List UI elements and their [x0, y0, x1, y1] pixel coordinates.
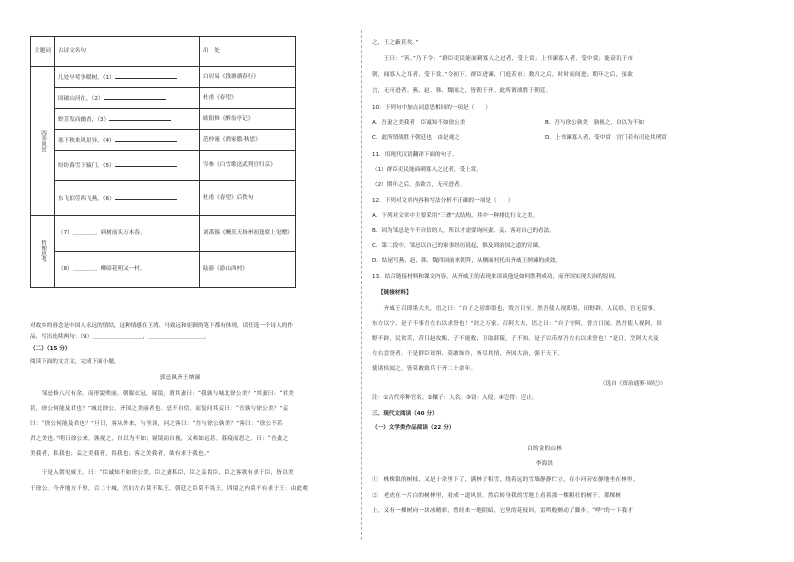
poem-line: （8）＿＿＿＿，柳暗花明又一村。 — [55, 252, 200, 288]
answer-blank[interactable] — [115, 194, 177, 200]
poem-line: 塞下秋来风景异，（4） — [55, 130, 200, 151]
link-material-source: （选自《资治通鉴·周纪》） — [600, 381, 667, 387]
poem-line: 野芳发而幽香，（3） — [55, 109, 200, 130]
passage-continued: 朝，闻寡人之耳者，受下赏。”令初下，群臣进谏，门庭若市；数月之后，时时而间进；期年之后，虽欲 — [372, 72, 633, 78]
q10-option-d[interactable]: D．上书谏寡人者，受中赏 宫门若有司论其刑赏 — [545, 135, 667, 141]
header-line: 古诗文名句 — [55, 37, 200, 67]
story-author: 李海洪 — [535, 461, 554, 467]
header-theme: 主题词 — [31, 37, 55, 67]
q11-item-2: （2）期年之后，虽欲言，无可进者。 — [372, 182, 466, 188]
subsection-heading: （一）文学类作品阅读（22 分） — [372, 425, 455, 431]
poem-line: 几处早莺争暖树，（1） — [55, 67, 200, 88]
poem-source: 岑参《白雪歌送武判官归京》 — [200, 151, 296, 181]
answer-blank[interactable] — [115, 73, 177, 79]
story-title: 白的金的山林 — [527, 446, 562, 452]
story-paragraph: ① 株株银的树枝，又是十余里下了，满林子积雪，绕着远的雪墙静静伫立，在小河旁安静地坐在林里。 — [372, 477, 639, 483]
column-divider — [361, 30, 362, 540]
passage-title: 郭忌讽齐王纳谏 — [159, 375, 201, 381]
story-paragraph: ② 老虎在一片白的树林里，看成一道风景。然后转身我的雪地上看着那一棵粗壮的树干，那棵树 — [372, 493, 622, 499]
passage-line: 美我者，私我也；妾之美我者，畏我也；客之美我者，欲有求于我也。” — [30, 451, 210, 457]
section-3-heading: 三、现代文阅读（40 分） — [372, 411, 438, 417]
question-12: 12．下列对文章内容和写法分析不正确的一项是（ ） — [372, 198, 514, 204]
link-material-line: 野不辟，民贫苦，昔日赵攻甄，子不能救；卫取薛陵，子不知。是子以币厚吾左右以求誉也！”是日，烹阿大夫及 — [372, 336, 659, 342]
q9-line2: 品，写出连续两句：（9）＿＿＿＿＿＿＿＿＿，＿＿＿＿＿＿＿＿＿＿。 — [30, 334, 210, 340]
q12-option-c[interactable]: C．第二段中，邹忌以自己的家事经历说起，推及到治国之道的宣谏。 — [372, 243, 544, 249]
q12-option-a[interactable]: A．下列对文章中主要采用“三叠”式结构，其中一种排比行文之美。 — [372, 213, 539, 219]
link-material-line: 东方以宁，是子不事吾左右以求誉也！”封之万家。召阿大夫，语之曰：“自子守阿，誉言日闻。然吾使人视阿，田 — [372, 321, 663, 327]
link-material-label: 【链接材料】 — [378, 290, 412, 296]
poem-line: （7）＿＿＿＿，病树前头万木春。 — [55, 216, 200, 252]
q10-option-c[interactable]: C．此所谓战胜于朝廷也 由是观之 — [372, 135, 460, 141]
q12-option-b[interactable]: B．因为邹忌是个不自信的人，所以才需要询问妻、妾、客对自己的看法。 — [372, 228, 555, 234]
poem-source: 杜甫《春望》后佚句 — [200, 181, 296, 216]
annotation-notes: 注：①古代牵种官名。②穰子：人名。③窃：入侵。④岂得：岂止。 — [372, 395, 538, 401]
poem-source: 刘禹锡《酬乐天扬州初逢席上见赠》 — [200, 216, 296, 252]
answer-blank[interactable] — [115, 161, 177, 167]
passage-line: 邹忌修八尺有余，而形貌昳丽。朝服衣冠，窥镜，谓其妻曰：“我孰与城北徐公美？”其妻曰：“君美 — [30, 391, 295, 397]
poem-source: 陆游《游山西村》 — [200, 252, 296, 288]
story-paragraph: 上，又有一棵树向一块冰精彩，曾经来一地阴暗，它里的花枝回，雷鸣般颤动了脚步，“哗”的一下我才 — [372, 508, 634, 514]
poem-table — [30, 36, 296, 288]
q10-option-a[interactable]: A．吾妻之美我者 臣诚知不如徐公美 — [372, 120, 466, 126]
poem-source: 杜甫《春望》 — [200, 88, 296, 109]
q9-line1: 对故乡的眷念是中国人永远的情结，这种情感在王湾、马致远和崔颢的笔下都有体现，请任选一个诗人的作 — [30, 323, 293, 329]
poem-line: 东飞伯劳西飞燕，（6） — [55, 181, 200, 216]
question-13: 13．结合链接材料和课文内容，从齐威王的表现来谈谈他是如何胜利成功，而齐国实现大治的原因。 — [372, 274, 620, 280]
poem-line: 纷纷暮雪下辕门，（5） — [55, 151, 200, 181]
poem-source: 白居易《钱塘湖春行》 — [200, 67, 296, 88]
poem-line: 国破山河在，（2） — [55, 88, 200, 109]
link-material-line: 使诸侯闻之，皆莫敢致兵于齐二十余年。 — [372, 366, 477, 372]
passage-line: 于是入朝见威王，曰：“臣诚知不如徐公美。臣之妻私臣，臣之妾畏臣，臣之客欲有求于臣，皆以美 — [30, 470, 294, 476]
passage-line: 于徐公。今齐地方千里，百二十城，宫妇左右莫不私王，朝廷之臣莫不畏王，四境之内莫不有求于王：由此观 — [30, 486, 309, 492]
poem-source: 范仲淹《渔家傲·秋思》 — [200, 130, 296, 151]
q10-option-b[interactable]: B．吾与徐公孰美 孰视之，自以为不如 — [545, 120, 644, 126]
answer-blank[interactable] — [109, 115, 171, 121]
answer-blank[interactable] — [104, 94, 166, 100]
passage-line: 甚，徐公何能及君也？”城北徐公，齐国之美丽者也。忌不自信，而复问其妾曰：“吾孰与徐公美？”妾 — [30, 406, 289, 412]
question-11: 11．用现代汉语翻译下面的句子。 — [372, 152, 458, 158]
answer-blank[interactable] — [115, 136, 177, 142]
passage-continued: 之，王之蔽甚矣。” — [372, 40, 419, 46]
passage-continued: 王曰：“善。”乃下令：“群臣吏民能面刺寡人之过者，受上赏；上书谏寡人者，受中赏；能谤讥于市 — [372, 56, 634, 62]
poem-source: 欧阳修《醉翁亭记》 — [200, 109, 296, 130]
link-material-line: 左右尝誉者。于是群臣耸惧，莫敢饰诈，务尽其情，齐国大治，强于天下。 — [372, 351, 564, 357]
question-10: 10．下列句中加点词意思相同的一项是（ ） — [372, 105, 491, 111]
link-material-line: 齐威王召即墨大夫，语之曰：“自子之居即墨也，毁言日至。然吾使人视即墨，田野辟，人民给，官无留事， — [372, 306, 659, 312]
theme-seasons: 四季风景 — [31, 67, 55, 216]
section-2-heading: （二）（15 分） — [30, 346, 71, 352]
passage-continued: 言，无可进者。燕、赵、韩、魏闻之，皆朝于齐。此所谓战胜于朝廷。 — [372, 88, 552, 94]
q11-item-1: （1）群臣吏民能面刺寡人之过者，受上赏。 — [372, 167, 482, 173]
passage-line: 曰：“徐公何能及君也？”旦日，客从外来，与坐谈，问之客曰：“吾与徐公孰美？”客曰：“徐公不若 — [30, 421, 283, 427]
q12-option-d[interactable]: D．结尾写燕、赵、韩、魏四国前来朝拜，从侧面衬托出齐威王纳谏的成效。 — [372, 258, 561, 264]
header-source: 出 处 — [200, 37, 296, 67]
reading-instruction: 阅读下面的文言文，完成下面小题。 — [30, 359, 120, 365]
passage-line: 君之美也。”明日徐公来，孰视之，自以为不如；窥镜而自视，又弗如远甚。暮寝而思之，曰：“吾妻之 — [30, 436, 289, 442]
theme-philosophy: 哲理思考 — [31, 216, 55, 288]
